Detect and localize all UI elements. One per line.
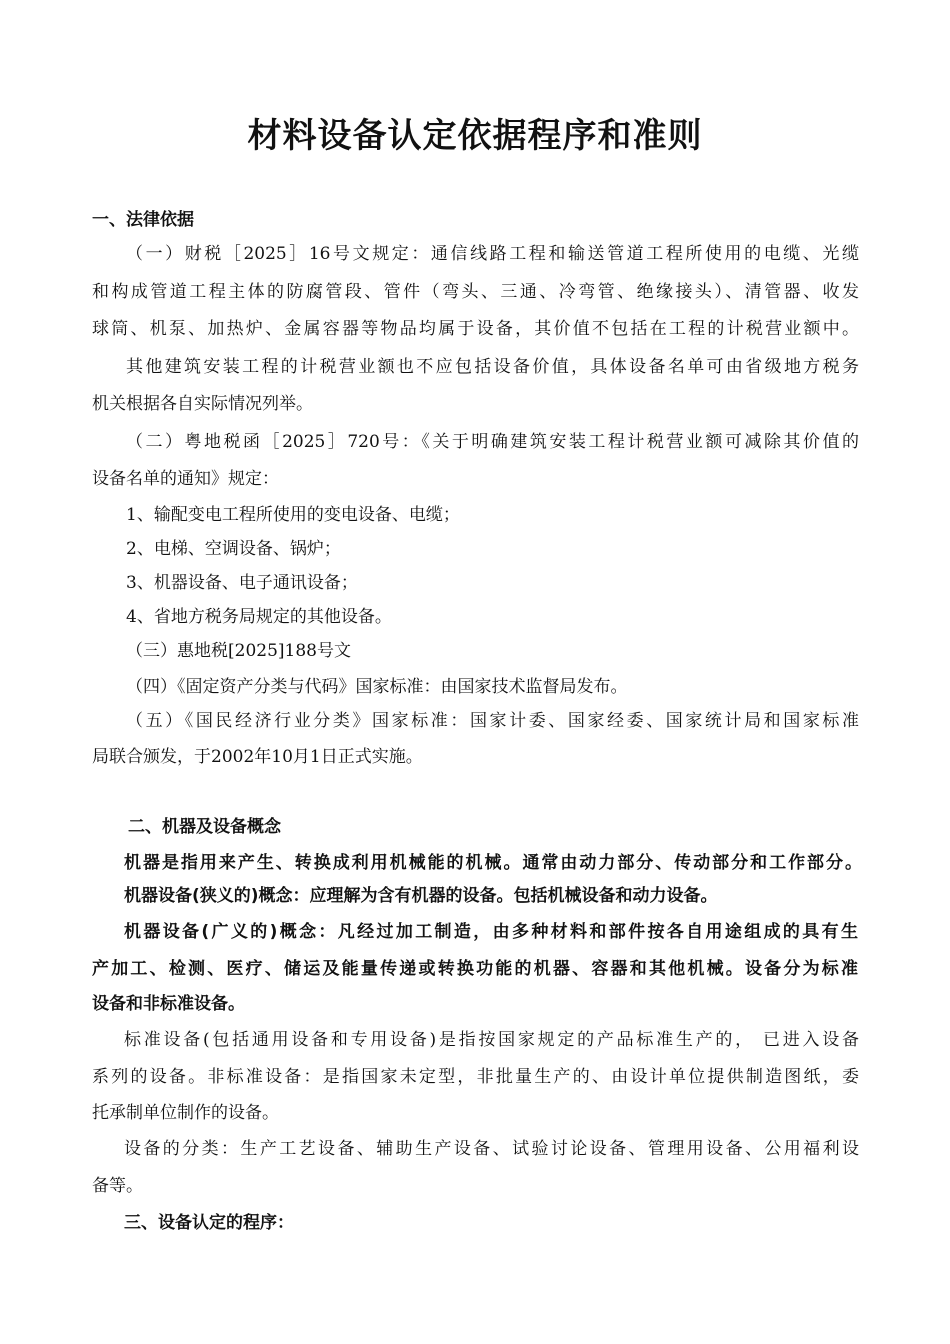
paragraph-line: （五）《国民经济行业分类》国家标准：国家计委、国家经委、国家统计局和国家标准 [126, 711, 859, 731]
list-item: 1、输配变电工程所使用的变电设备、电缆； [126, 505, 460, 525]
paragraph-line: 设备的分类：生产工艺设备、辅助生产设备、试验讨论设备、管理用设备、公用福利设 [124, 1139, 859, 1159]
bold-paragraph-line: 设备和非标准设备。 [92, 994, 245, 1014]
section-heading-procedure: 三、设备认定的程序： [124, 1213, 294, 1233]
page-title: 材料设备认定依据程序和准则 [247, 116, 703, 156]
paragraph-line: 托承制单位制作的设备。 [92, 1103, 279, 1123]
paragraph-line: 标准设备(包括通用设备和专用设备)是指按国家规定的产品标准生产的， 已进入设备 [124, 1030, 859, 1050]
bold-paragraph-line: 产加工、检测、医疗、储运及能量传递或转换功能的机器、容器和其他机械。设备分为标准 [92, 959, 858, 979]
paragraph-line: 系列的设备。非标准设备：是指国家未定型，非批量生产的、由设计单位提供制造图纸，委 [92, 1067, 859, 1087]
paragraph-line: 局联合颁发，于2002年10月1日正式实施。 [92, 747, 423, 767]
paragraph-line: 机关根据各自实际情况列举。 [92, 394, 313, 414]
paragraph-line: （二）粤地税函［2025］720号：《关于明确建筑安装工程计税营业额可减除其价值的 [126, 432, 859, 452]
section-heading-legal-basis: 一、法律依据 [92, 210, 194, 230]
bold-paragraph-line: 机器设备(狭义的)概念：应理解为含有机器的设备。包括机械设备和动力设备。 [124, 886, 718, 906]
paragraph-line: 其他建筑安装工程的计税营业额也不应包括设备价值，具体设备名单可由省级地方税务 [126, 357, 859, 377]
bold-paragraph-line: 机器是指用来产生、转换成利用机械能的机械。通常由动力部分、传动部分和工作部分。 [124, 853, 862, 873]
list-item: 3、机器设备、电子通讯设备； [126, 573, 358, 593]
paragraph-line: 和构成管道工程主体的防腐管段、管件（弯头、三通、冷弯管、绝缘接头）、清管器、收发 [92, 282, 859, 302]
paragraph-line: （四）《固定资产分类与代码》国家标准：由国家技术监督局发布。 [126, 677, 628, 697]
paragraph-line: （三）惠地税[2025]188号文 [126, 641, 351, 661]
list-item: 2、电梯、空调设备、锅炉； [126, 539, 341, 559]
section-heading-concepts: 二、机器及设备概念 [128, 817, 281, 837]
paragraph-line: 备等。 [92, 1176, 143, 1196]
paragraph-line: 设备名单的通知》规定： [92, 469, 279, 489]
list-item: 4、省地方税务局规定的其他设备。 [126, 607, 392, 627]
paragraph-line: 球筒、机泵、加热炉、金属容器等物品均属于设备，其价值不包括在工程的计税营业额中。 [92, 319, 859, 339]
paragraph-line: （一）财税［2025］16号文规定：通信线路工程和输送管道工程所使用的电缆、光缆 [126, 244, 859, 264]
bold-paragraph-line: 机器设备(广义的)概念：凡经过加工制造，由多种材料和部件按各自用途组成的具有生 [124, 922, 858, 942]
